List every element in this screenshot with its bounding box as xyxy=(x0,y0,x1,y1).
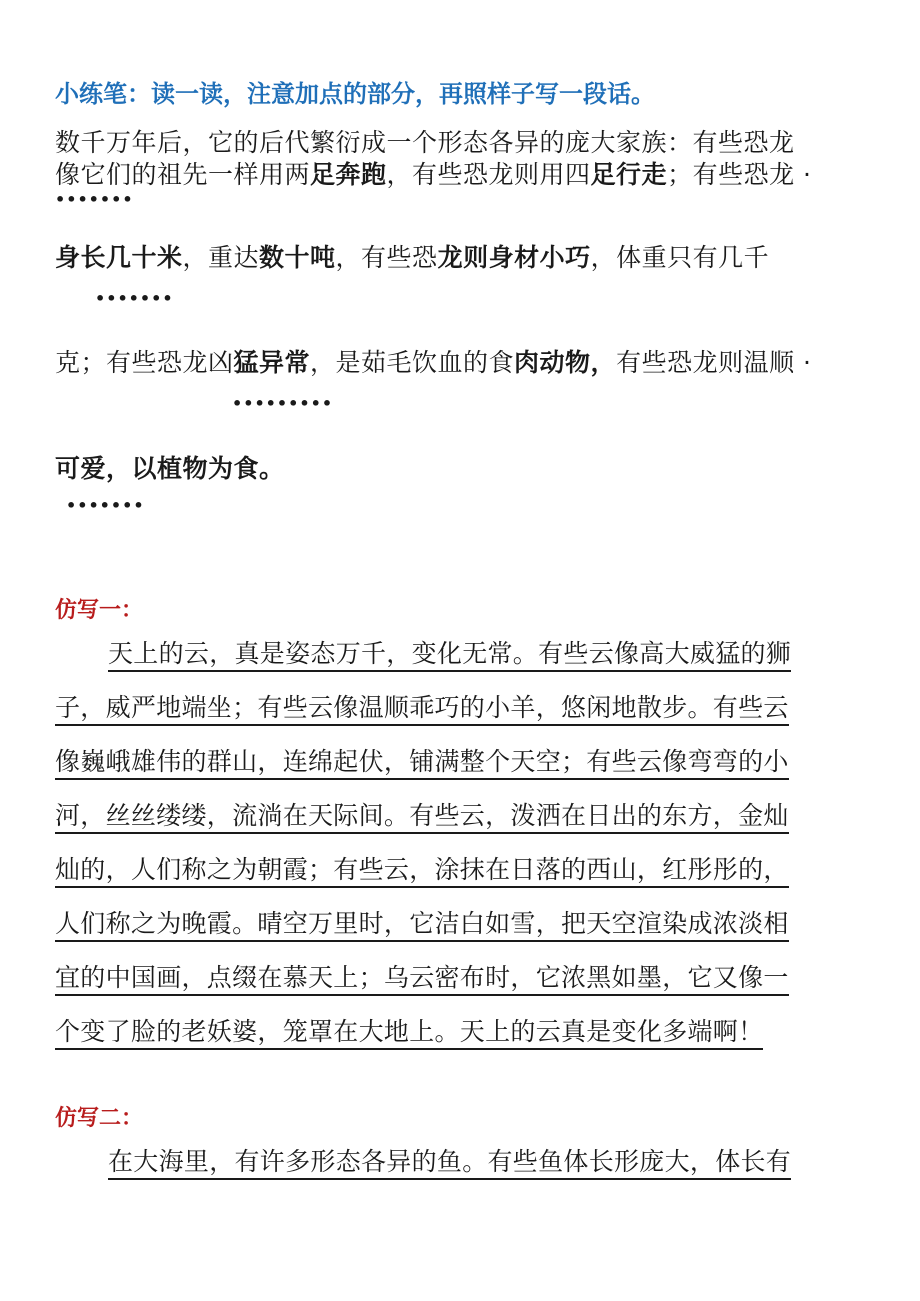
emphasis-dots: ••••••••• xyxy=(232,394,334,413)
text-segment: ，重达 xyxy=(182,243,260,272)
exercise-line-4 xyxy=(55,343,811,379)
imitation-1-line: 灿的，人们称之为朝霞；有些云，涂抹在日落的西山，红彤彤的， xyxy=(55,855,789,888)
exercise-line-5: 可爱，以植物为食。 xyxy=(55,454,285,483)
imitation-2-heading: 仿写二： xyxy=(55,1106,144,1131)
imitation-1-line: 子，威严地端坐；有些云像温顺乖巧的小羊，悠闲地散步。有些云 xyxy=(55,693,789,726)
emphasis-dots: ••••••• xyxy=(55,190,134,209)
dotted-emphasis: 龙则身材小巧 xyxy=(437,243,591,272)
dotted-emphasis: 身长几十米 xyxy=(55,243,183,272)
text-segment: ；有些恐龙 · xyxy=(667,160,812,189)
imitation-1-heading: 仿写一： xyxy=(55,598,144,623)
dotted-emphasis: 猛异常 xyxy=(233,348,311,377)
imitation-1-line: 天上的云，真是姿态万千，变化无常。有些云像高大威猛的狮 xyxy=(108,639,791,672)
text-segment: ，有些恐龙则用四 xyxy=(386,160,591,189)
emphasis-dots: ••••••• xyxy=(66,496,145,515)
text-segment: ，是茹毛饮血的食 xyxy=(310,348,515,377)
exercise-line-3 xyxy=(55,238,769,274)
dotted-emphasis: 足奔跑 xyxy=(310,160,387,189)
imitation-1-line: 河，丝丝缕缕，流淌在天际间。有些云，泼洒在日出的东方，金灿 xyxy=(55,801,789,834)
exercise-line-2 xyxy=(55,155,811,191)
imitation-1-line: 宜的中国画，点缀在慕天上；乌云密布时，它浓黑如墨，它又像一 xyxy=(55,963,789,996)
imitation-1-line: 个变了脸的老妖婆，笼罩在大地上。天上的云真是变化多端啊！ xyxy=(55,1017,763,1050)
emphasis-dots: ••••••• xyxy=(95,289,174,308)
exercise-line-1: 数千万年后，它的后代繁衍成一个形态各异的庞大家族：有些恐龙 xyxy=(55,128,795,157)
text-segment: 像它们的祖先一样用两 xyxy=(55,160,311,189)
imitation-1-line: 像巍峨雄伟的群山，连绵起伏，铺满整个天空；有些云像弯弯的小 xyxy=(55,747,789,780)
dotted-emphasis: 足行走 xyxy=(590,160,668,189)
imitation-2-line: 在大海里，有许多形态各异的鱼。有些鱼体长形庞大，体长有 xyxy=(108,1147,791,1180)
exercise-heading: 小练笔：读一读，注意加点的部分，再照样子写一段话。 xyxy=(55,80,655,108)
text-segment: 有些恐龙则温顺 · xyxy=(616,348,812,377)
text-segment: ，有些恐 xyxy=(335,243,438,272)
text-segment: ，体重只有几千 xyxy=(590,243,770,272)
dotted-emphasis: 肉动物， xyxy=(514,348,617,377)
dotted-emphasis: 数十吨 xyxy=(259,243,336,272)
imitation-1-line: 人们称之为晚霞。晴空万里时，它洁白如雪，把天空渲染成浓淡相 xyxy=(55,909,789,942)
text-segment: 克；有些恐龙凶 xyxy=(55,348,234,377)
